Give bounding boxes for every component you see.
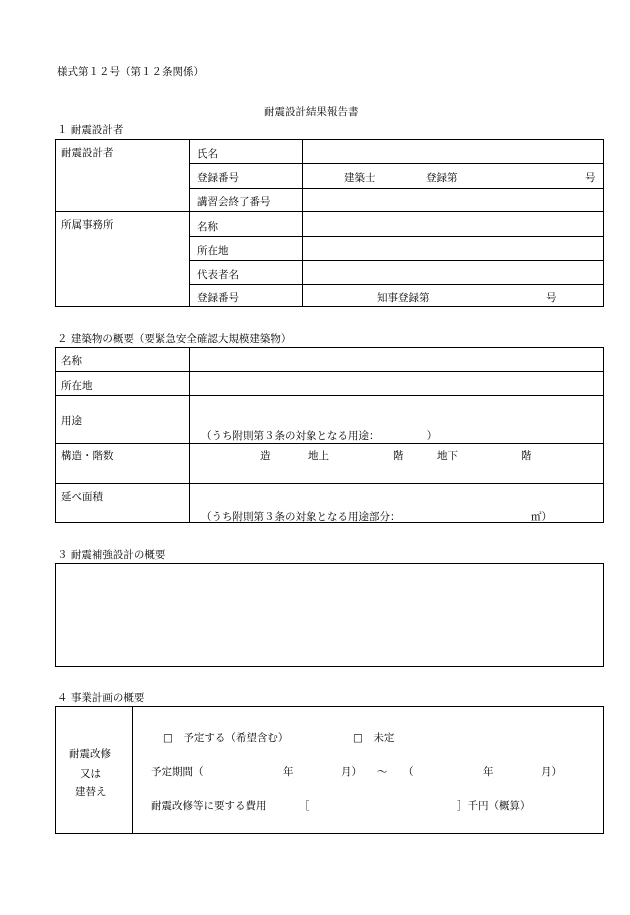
plan-table-grid: [55, 706, 604, 834]
option-plan-checkbox[interactable]: □ 予定する（希望含む）: [163, 732, 289, 744]
page-title: 耐震設計結果報告書: [264, 106, 359, 118]
rep-label: 代表者名: [197, 269, 239, 281]
office-label: 所属事務所: [61, 219, 114, 231]
month2-text: 月）: [541, 766, 562, 778]
area-label: 延べ面積: [61, 491, 103, 503]
plan-left-label-3: 建替え: [75, 786, 107, 798]
reg-number-label: 登録番号: [197, 172, 239, 184]
designer-table: [55, 139, 604, 307]
period-label: 予定期間（: [151, 766, 204, 778]
plan-left-label-2: 又は: [80, 768, 101, 780]
plan-left-label-1: 耐震改修: [69, 748, 111, 760]
go2-text: 号: [546, 292, 557, 304]
reinforcement-summary-box[interactable]: [55, 563, 604, 667]
go-text: 号: [585, 172, 596, 184]
architect-text: 建築士: [344, 172, 376, 184]
designer-table-grid: [55, 139, 604, 307]
year2-text: 年: [483, 766, 494, 778]
section1-heading: １ 耐震設計者: [57, 124, 124, 136]
cost-label: 耐震改修等に要する費用: [151, 800, 267, 812]
form-number: 様式第１２号（第１２条関係）: [57, 66, 204, 78]
name-label: 氏名: [197, 148, 218, 160]
paren-open-text: （: [403, 766, 414, 778]
kai2-text: 階: [521, 450, 532, 462]
kai-text: 階: [393, 450, 404, 462]
tilde-text: ～: [377, 766, 388, 778]
section2-heading: ２ 建築物の概要（要緊急安全確認大規模建築物）: [57, 333, 292, 345]
course-label: 講習会終了番号: [197, 196, 271, 208]
building-table: [55, 347, 604, 523]
governor-reg-text: 知事登録第: [377, 292, 430, 304]
structure-label: 構造・階数: [61, 450, 114, 462]
plan-table: [55, 706, 604, 834]
bldg-name-label: 名称: [61, 355, 82, 367]
bracket-open-text: ［: [299, 800, 310, 812]
option-undecided-checkbox[interactable]: □ 未定: [353, 732, 395, 744]
area-note: （うち附則第３条の対象となる用途部分：: [201, 511, 401, 523]
use-label: 用途: [61, 415, 82, 427]
bldg-address-label: 所在地: [61, 380, 93, 392]
reg-no-text: 登録第: [426, 172, 458, 184]
designer-label: 耐震設計者: [61, 147, 114, 159]
zo-text: 造: [260, 450, 271, 462]
area-unit: ㎡）: [531, 511, 552, 523]
office-reg-label: 登録番号: [197, 292, 239, 304]
bracket-close-text: ］千円（概算）: [457, 800, 531, 812]
office-name-label: 名称: [197, 221, 218, 233]
month1-text: 月）: [341, 766, 362, 778]
section3-heading: ３ 耐震補強設計の概要: [57, 549, 166, 561]
section4-heading: ４ 事業計画の概要: [57, 692, 145, 704]
use-note: （うち附則第３条の対象となる用途： ）: [201, 430, 438, 442]
office-address-label: 所在地: [197, 245, 229, 257]
below-text: 地下: [437, 450, 458, 462]
above-text: 地上: [308, 450, 329, 462]
year1-text: 年: [283, 766, 294, 778]
